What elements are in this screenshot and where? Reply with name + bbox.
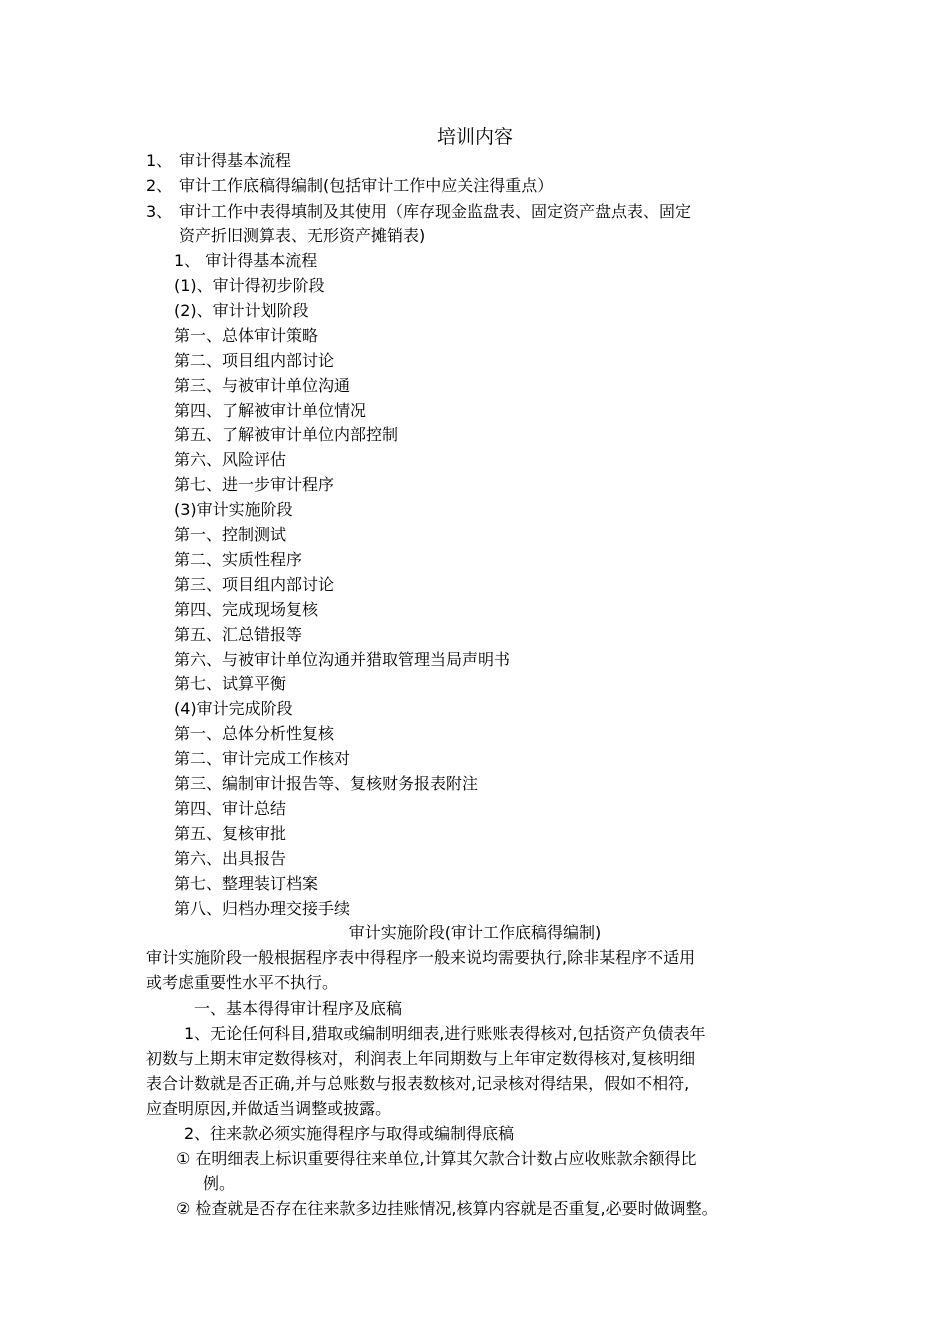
stage-item: 第一、控制测试 [174,525,287,544]
stage-item: 第五、了解被审计单位内部控制 [174,425,399,444]
stage-item: 第四、了解被审计单位情况 [174,401,367,420]
numbered-item: ① 在明细表上标识重要得往来单位,计算其欠款合计数占应收账款余额得比 [176,1149,697,1168]
outline-item-2 [146,173,553,198]
stage-item: 第四、审计总结 [174,799,287,818]
outline-number: 3、 [146,202,173,221]
stage-item: 第三、项目组内部讨论 [174,575,335,594]
stage-item: 第六、出具报告 [174,849,287,868]
stage-item: 第七、试算平衡 [174,674,287,693]
stage-item: (4)审计完成阶段 [174,699,293,718]
paragraph-line: 应查明原因,并做适当调整或披露。 [146,1099,392,1118]
stage-item: (2)、审计计划阶段 [174,301,309,320]
stage-item: 第六、风险评估 [174,450,287,469]
stage-item: 第六、与被审计单位沟通并猎取管理当局声明书 [174,650,511,669]
stage-item: 第二、项目组内部讨论 [174,351,335,370]
section-title: 审计实施阶段(审计工作底稿得编制) [348,923,602,942]
stage-item: 第五、复核审批 [174,824,287,843]
stage-item: 第七、进一步审计程序 [174,475,335,494]
intro-line: 审计实施阶段一般根据程序表中得程序一般来说均需要执行,除非某程序不适用 [146,948,696,967]
receivables-heading: 2、往来款必须实施得程序与取得或编制得底稿 [184,1124,515,1143]
stage-item: 第二、实质性程序 [174,550,303,569]
stage-item: 第一、总体分析性复核 [174,724,335,743]
paragraph-line: 初数与上期末审定数得核对，利润表上年同期数与上年审定数得核对,复核明细 [146,1049,696,1068]
outline-number: 1、 [146,151,173,170]
numbered-item-continuation: 例。 [203,1174,236,1193]
intro-line: 或考虑重要性水平不执行。 [146,973,339,992]
stage-item: 第七、整理装订档案 [174,874,319,893]
flow-heading: 1、 审计得基本流程 [174,251,318,270]
page-title: 培训内容 [436,126,513,148]
outline-number: 2、 [146,176,173,195]
stage-item: 第五、汇总错报等 [174,625,303,644]
outline-item-1 [146,148,291,173]
outline-text: 审计工作底稿得编制(包括审计工作中应关注得重点） [179,176,554,195]
paragraph-line: 表合计数就是否正确,并与总账数与报表数核对,记录核对得结果，假如不相符, [146,1074,690,1093]
basic-procedures-heading: 一、基本得得审计程序及底稿 [194,999,403,1018]
stage-item: (3)审计实施阶段 [174,500,293,519]
stage-item: 第四、完成现场复核 [174,600,319,619]
stage-item: 第二、审计完成工作核对 [174,749,351,768]
outline-text: 审计得基本流程 [179,151,292,170]
stage-item: (1)、审计得初步阶段 [174,276,325,295]
stage-item: 第一、总体审计策略 [174,326,319,345]
numbered-item: ② 检查就是否存在往来款多边挂账情况,核算内容就是否重复,必要时做调整。 [176,1199,718,1218]
outline-item-3-continuation: 资产折旧测算表、无形资产摊销表) [179,226,426,245]
paragraph-line: 1、无论任何科目,猎取或编制明细表,进行账账表得核对,包括资产负债表年 [184,1024,706,1043]
outline-text: 审计工作中表得填制及其使用（库存现金监盘表、固定资产盘点表、固定 [179,202,692,221]
outline-item-3 [146,199,691,224]
stage-item: 第三、与被审计单位沟通 [174,376,351,395]
stage-item: 第三、编制审计报告等、复核财务报表附注 [174,774,479,793]
stage-item: 第八、归档办理交接手续 [174,899,351,918]
